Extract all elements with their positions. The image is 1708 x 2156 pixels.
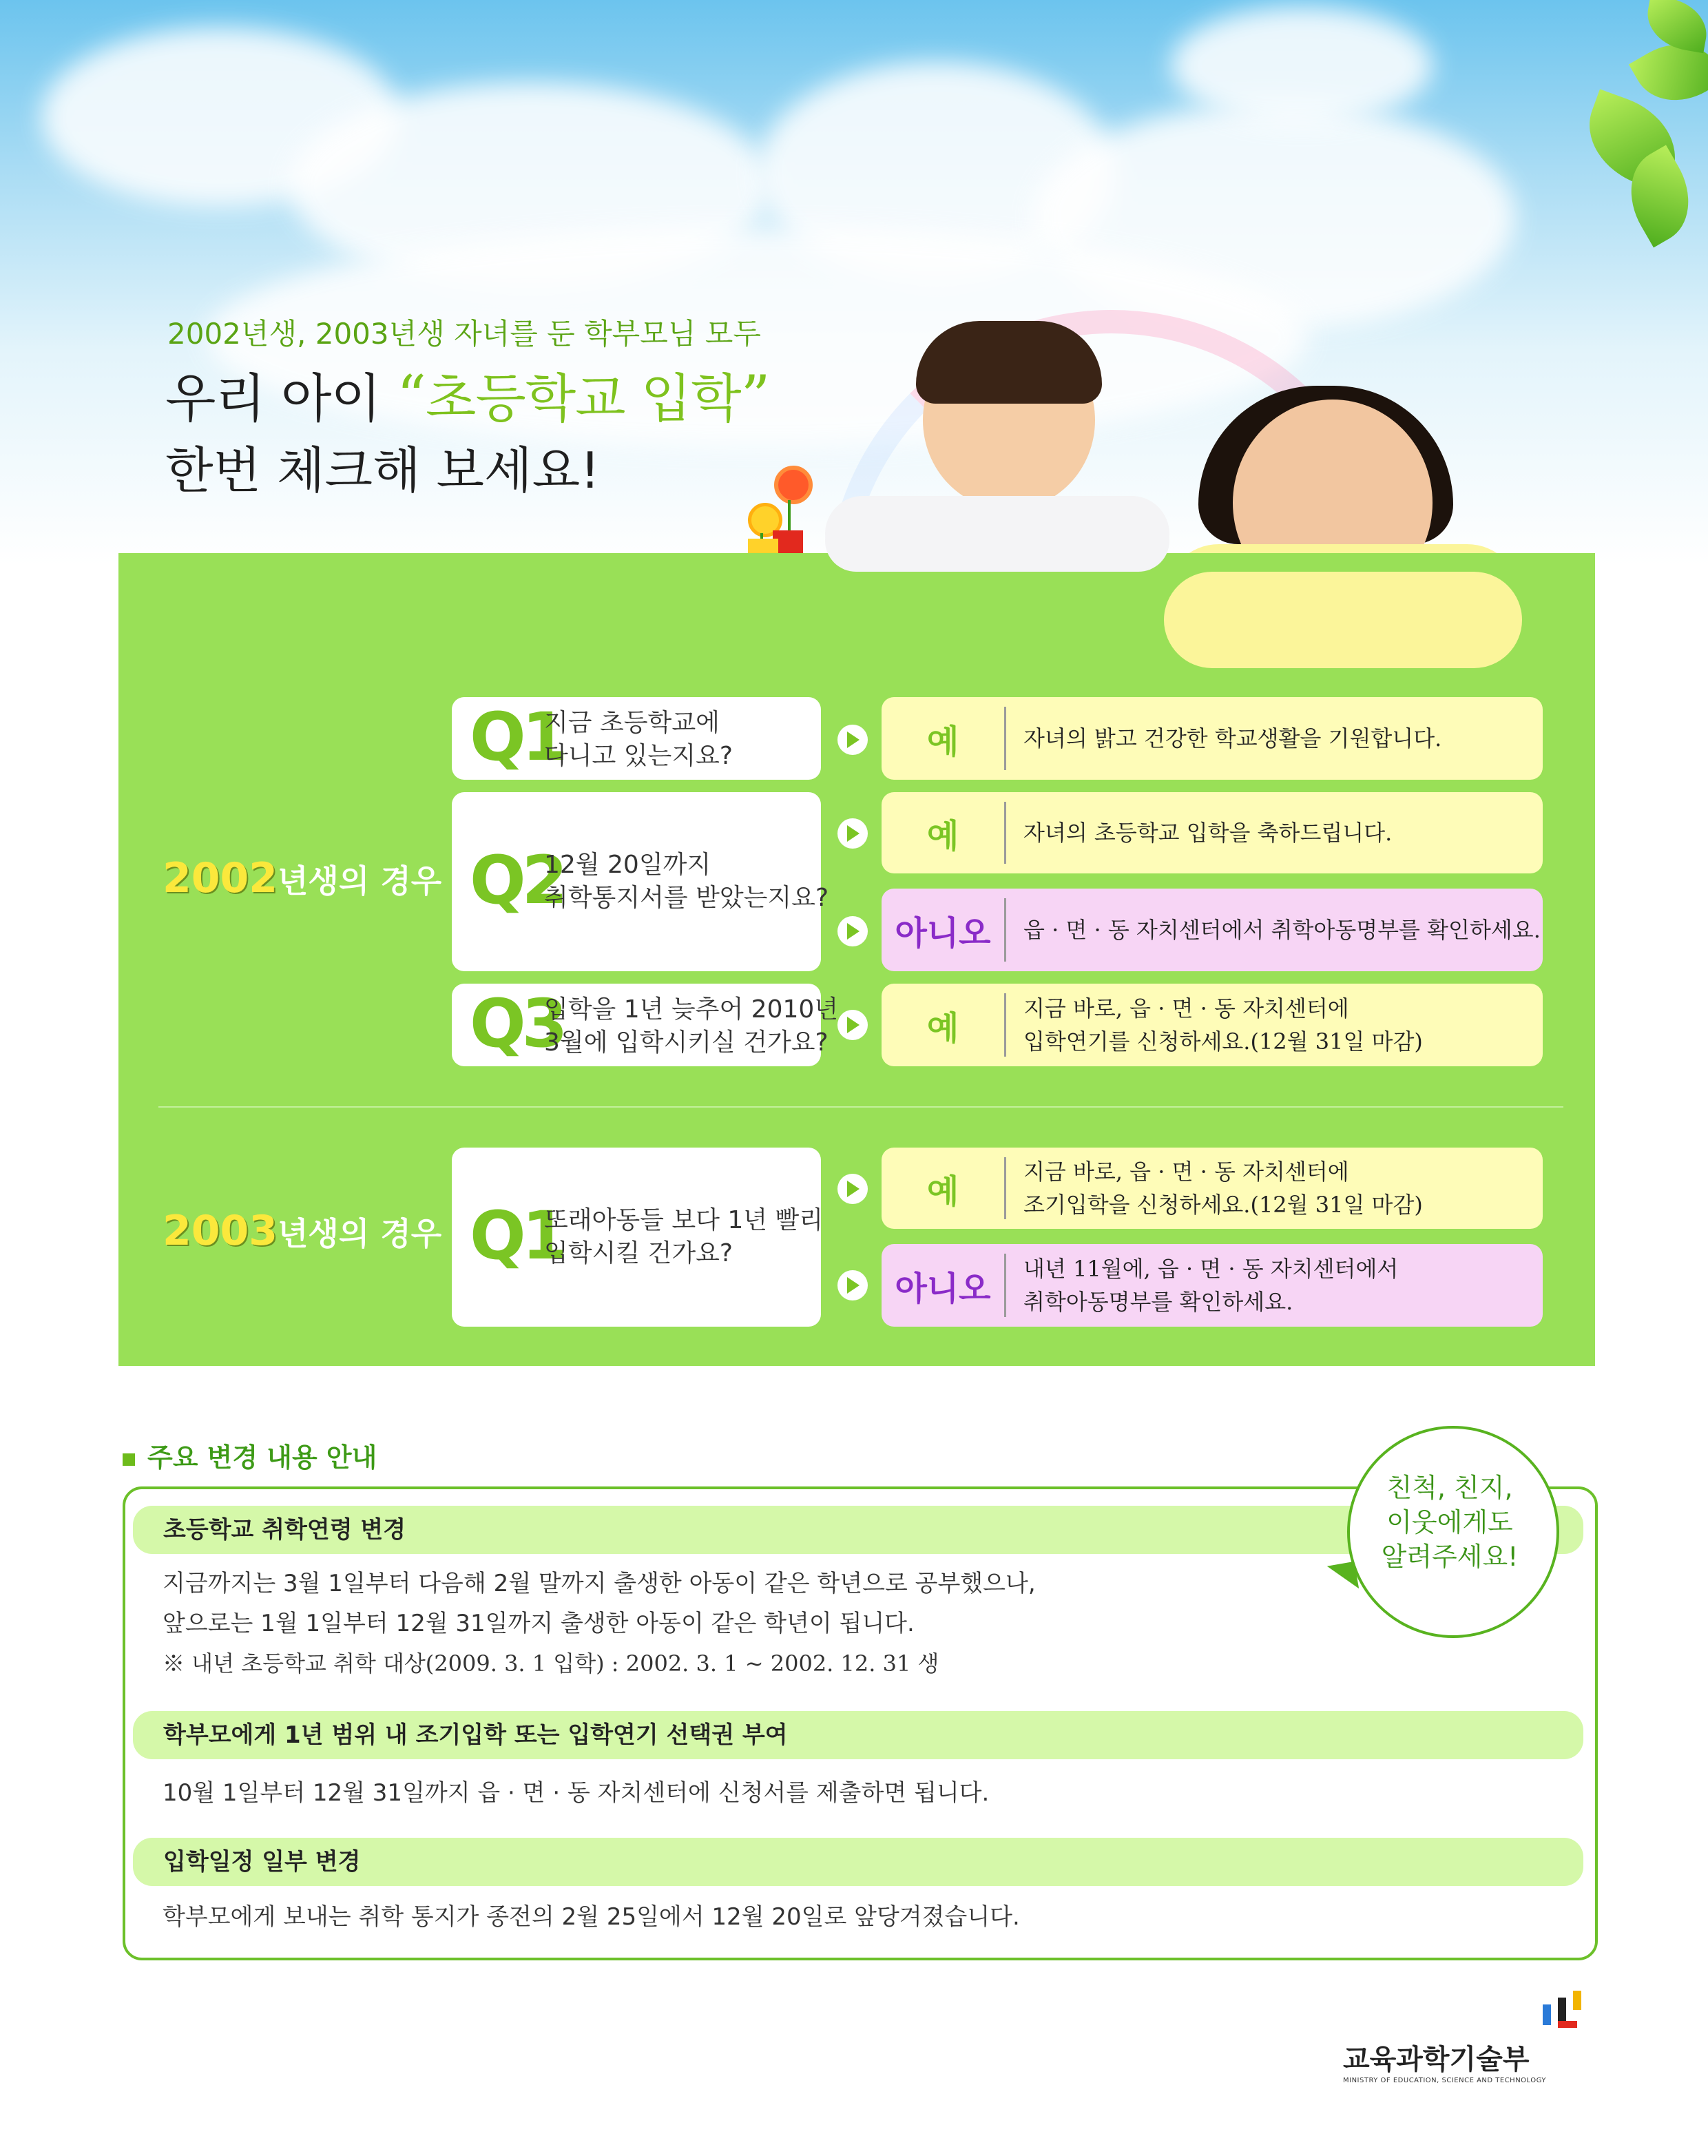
question-number: Q3 bbox=[470, 985, 564, 1062]
year-2003: 2003 bbox=[163, 1207, 278, 1255]
headline-main bbox=[165, 357, 770, 432]
question-2002-q3 bbox=[452, 984, 839, 1066]
headline-prefix: 우리 아이 bbox=[165, 368, 397, 429]
year-2002-suffix: 년생의 경우 bbox=[278, 862, 442, 900]
arrow-right-icon bbox=[837, 725, 868, 755]
answer-separator bbox=[1004, 993, 1006, 1057]
question-number: Q1 bbox=[470, 1197, 564, 1274]
change-body: 10월 1일부터 12월 31일까지 읍 · 면 · 동 자치센터에 신청서를 제출하면 됩니다. bbox=[163, 1779, 990, 1807]
ministry-logo-text: 교육과학기술부 bbox=[1343, 2044, 1530, 2075]
arrow-right-icon bbox=[837, 818, 868, 849]
year-2003-label bbox=[163, 1207, 441, 1255]
answer-text: 지금 바로, 읍 · 면 · 동 자치센터에 조기입학을 신청하세요.(12월 31일 마감) bbox=[1023, 1159, 1423, 1218]
question-text: 또래아동들 보다 1년 빨리 입학시킬 건가요? bbox=[544, 1206, 823, 1267]
year-2002-label bbox=[163, 854, 441, 902]
answer-text: 읍 · 면 · 동 자치센터에서 취학아동명부를 확인하세요. bbox=[1023, 917, 1541, 943]
changes-title: 주요 변경 내용 안내 bbox=[123, 1436, 377, 1474]
arrow-right-icon bbox=[837, 1270, 868, 1300]
answer-text: 지금 바로, 읍 · 면 · 동 자치센터에 입학연기를 신청하세요.(12월 31일 마감) bbox=[1023, 995, 1423, 1055]
boy-hair bbox=[916, 321, 1102, 404]
answer-separator bbox=[1004, 1157, 1006, 1219]
answer-text: 내년 11월에, 읍 · 면 · 동 자치센터에서 취학아동명부를 확인하세요. bbox=[1023, 1256, 1399, 1315]
answer-text: 자녀의 초등학교 입학을 축하드립니다. bbox=[1023, 820, 1393, 846]
answer-yes bbox=[882, 792, 1543, 873]
year-2003-suffix: 년생의 경우 bbox=[278, 1215, 442, 1252]
change-heading: 입학일정 일부 변경 bbox=[163, 1848, 361, 1876]
change-heading-bar bbox=[133, 1838, 1583, 1886]
close-quote: ” bbox=[740, 363, 770, 431]
answer-separator bbox=[1004, 898, 1006, 962]
change-heading-bar bbox=[133, 1711, 1583, 1759]
bullet-square-icon bbox=[123, 1453, 135, 1466]
answer-separator bbox=[1004, 802, 1006, 864]
ministry-logo-subtitle: MINISTRY OF EDUCATION, SCIENCE AND TECHNOLOGY bbox=[1343, 2077, 1546, 2084]
headline-highlight: 초등학교 입학 bbox=[425, 368, 741, 429]
answer-separator bbox=[1004, 1254, 1006, 1317]
change-heading: 초등학교 취학연령 변경 bbox=[163, 1516, 406, 1544]
arrow-right-icon bbox=[837, 916, 868, 946]
boy-arms-front bbox=[825, 510, 1169, 572]
change-body: 학부모에게 보내는 취학 통지가 종전의 2월 25일에서 12월 20일로 앞당겨졌습니다. bbox=[163, 1903, 1020, 1931]
answer-yes bbox=[882, 697, 1543, 780]
change-body: 지금까지는 3월 1일부터 다음해 2월 말까지 출생한 아동이 같은 학년으로 공부했으나, 앞으로는 1월 1일부터 12월 31일까지 출생한 아동이 같은 학년이 됩니다. ※ 내년 초등학교 취학 대상(2009. 3. 1 입학) : 2002. 3. 1 ~ 2002. 12. 31 생 bbox=[163, 1570, 1036, 1677]
change-heading: 학부모에게 1년 범위 내 조기입학 또는 입학연기 선택권 부여 bbox=[163, 1721, 788, 1749]
arrow-right-icon bbox=[837, 1174, 868, 1204]
section-divider bbox=[158, 1106, 1563, 1108]
cloud bbox=[1171, 7, 1433, 124]
answer-label: 예 bbox=[926, 1172, 959, 1211]
question-2002-q2 bbox=[452, 792, 829, 971]
answer-label: 예 bbox=[926, 816, 959, 856]
answer-label: 예 bbox=[926, 722, 959, 761]
answer-no bbox=[882, 1244, 1543, 1327]
answer-no bbox=[882, 889, 1543, 971]
answer-yes bbox=[882, 984, 1543, 1066]
girl-arms-front bbox=[1164, 572, 1522, 668]
question-number: Q2 bbox=[470, 842, 564, 919]
open-quote: “ bbox=[396, 363, 426, 431]
question-text: 12월 20일까지 취학통지서를 받았는지요? bbox=[544, 851, 829, 912]
year-2002: 2002 bbox=[163, 854, 278, 902]
answer-label: 아니오 bbox=[895, 913, 991, 953]
question-2002-q1 bbox=[452, 697, 821, 780]
question-text: 지금 초등학교에 다니고 있는지요? bbox=[544, 709, 733, 770]
question-number: Q1 bbox=[470, 698, 564, 776]
question-text: 입학을 1년 늦추어 2010년 3월에 입학시키실 건가요? bbox=[544, 995, 839, 1057]
headline-cta: 한번 체크해 보세요! bbox=[165, 442, 601, 499]
speech-bubble-text: 친척, 친지, 이웃에게도 알려주세요! bbox=[1381, 1473, 1519, 1572]
answer-label: 아니오 bbox=[895, 1269, 991, 1308]
answer-text: 자녀의 밝고 건강한 학교생활을 기원합니다. bbox=[1023, 725, 1442, 752]
headline-subtitle: 2002년생, 2003년생 자녀를 둔 학부모님 모두 bbox=[167, 317, 761, 351]
arrow-right-icon bbox=[837, 1010, 868, 1040]
question-2003-q1 bbox=[452, 1148, 821, 1327]
answer-label: 예 bbox=[926, 1008, 959, 1048]
answer-separator bbox=[1004, 707, 1006, 770]
answer-yes bbox=[882, 1148, 1543, 1229]
